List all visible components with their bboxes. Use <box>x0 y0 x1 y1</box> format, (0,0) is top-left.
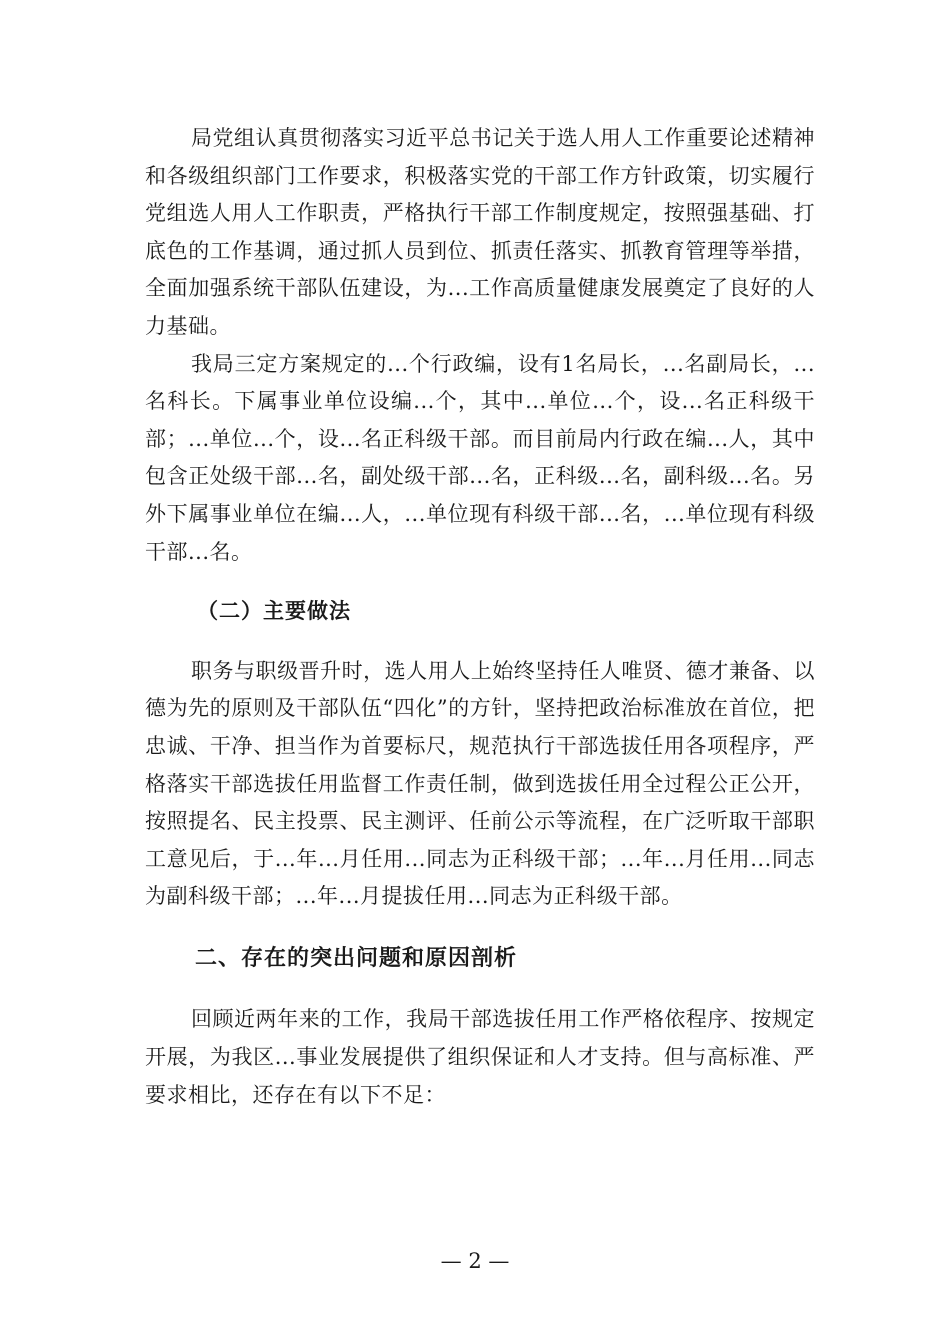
practice-paragraph: 职务与职级晋升时，选人用人上始终坚持任人唯贤、德才兼备、以德为先的原则及干部队伍“四化”的方针，坚持把政治标准放在首位，把忠诚、干净、担当作为首要标尺，规范执行干部选拔任用各项程序，严格落实干部选拔任用监督工作责任制，做到选拔任用全过程公正公开，按照提名、民主投票、民主测评、任前公示等流程，在广泛听取干部职工意见后，于...年...月任用...同志为正科级干部；...年...月任用...同志为副科级干部；...年...月提拔任用...同志为正科级干部。 <box>145 658 815 909</box>
intro-paragraph-1: 局党组认真贯彻落实习近平总书记关于选人用人工作重要论述精神和各级组织部门工作要求，积极落实党的干部工作方针政策，切实履行党组选人用人工作职责，严格执行干部工作制度规定，按照强基础、打底色的工作基调，通过抓人员到位、抓责任落实、抓教育管理等举措，全面加强系统干部队伍建设，为...工作高质量健康发展奠定了良好的人力基础。 <box>145 126 815 338</box>
page-number: — 2 — <box>440 1249 510 1273</box>
document-body <box>145 120 815 1114</box>
sub-heading-main-practices: （二）主要做法 <box>197 599 351 624</box>
intro-paragraph-2: 我局三定方案规定的...个行政编，设有1名局长，...名副局长，...名科长。下属事业单位设编...个，其中...单位...个，设...名正科级干部；...单位...个，设...名正科级干部。而目前局内行政在编...人，其中包含正处级干部...名，副处级干部...名，正科级...名，副科级...名。另外下属事业单位在编...人，...单位现有科级干部...名，...单位现有科级干部...名。 <box>145 351 815 564</box>
section-heading-problems: 二、存在的突出问题和原因剖析 <box>195 945 518 971</box>
review-paragraph: 回顾近两年来的工作，我局干部选拔任用工作严格依程序、按规定开展，为我区...事业发展提供了组织保证和人才支持。但与高标准、严要求相比，还存在有以下不足： <box>145 1007 815 1107</box>
